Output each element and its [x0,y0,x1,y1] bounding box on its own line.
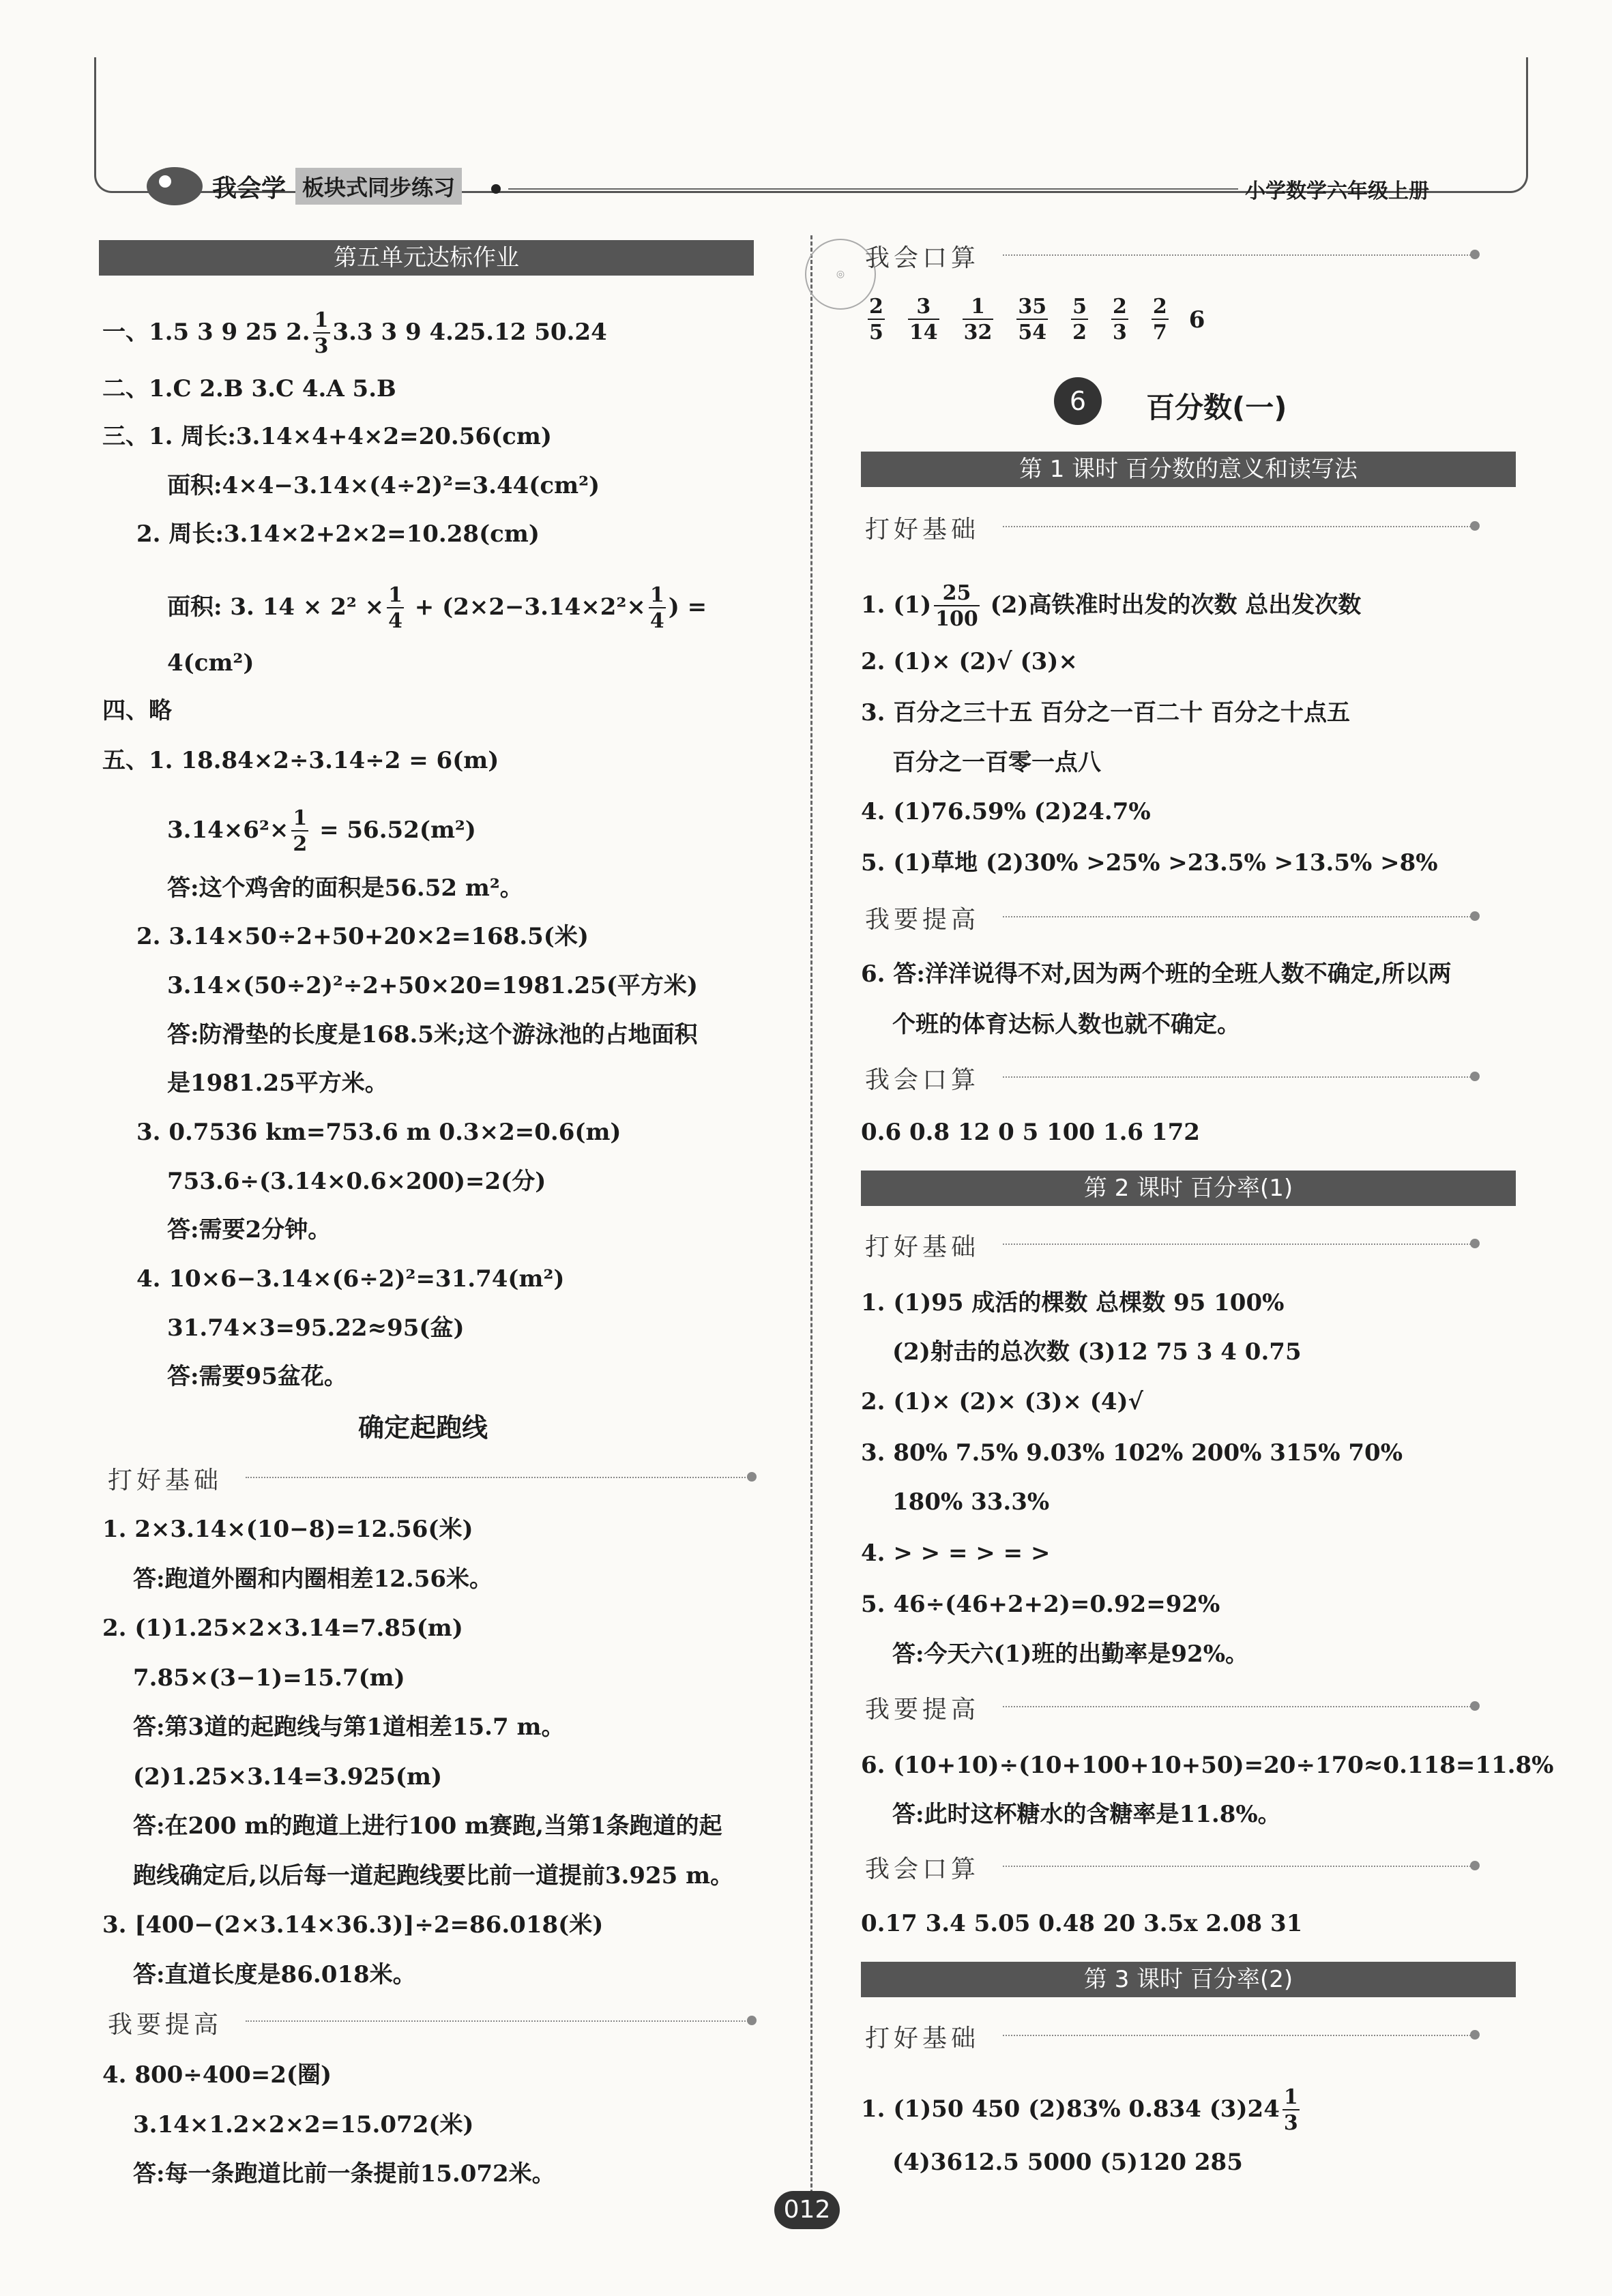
ans-s11: 0.17 3.4 5.05 0.48 20 3.5x 2.08 31 [861,1910,1303,1937]
fraction: $\frac{1}{4}$ [388,583,402,633]
ans-line-4: 面积:4×4−3.14×(4÷2)²=3.44(cm²) [167,472,600,499]
section-dot [1470,1239,1480,1248]
section-improve-r1: 我要提高 [865,906,980,934]
ans-line-21: 答:需要95盆花。 [167,1363,347,1390]
section-oral-3: 我会口算 [865,1855,980,1883]
section-improve-r2: 我要提高 [865,1696,980,1724]
ans-r1: 1. (1) $\frac{25}{100}$ (2)高铁准时出发的次数 总出发次数 [861,581,1362,631]
section-improve-left: 我要提高 [108,2011,223,2039]
section-rule [1003,254,1474,256]
section-rule [1003,526,1474,527]
section-dot [1470,2030,1480,2040]
mascot-icon [147,167,203,205]
column-divider [810,235,812,2200]
ans-s8: 答:今天六(1)班的出勤率是92%。 [892,1640,1249,1668]
page-number: 012 [774,2191,840,2229]
header-dot [491,184,501,194]
fraction: $\frac{1}{3}$ [1283,2085,1298,2135]
unit-title: 百分数(一) [1146,391,1287,424]
ans-line-9: 五、1. 18.84×2÷3.14÷2 = 6(m) [102,747,499,774]
ans-m6: (2)1.25×3.14=3.925(m) [133,1763,443,1791]
watermark-stamp: ◎ [805,239,876,310]
ans-s3: 2. (1)× (2)× (3)× (4)√ [861,1388,1143,1415]
ans-t1: 1. (1)50 450 (2)83% 0.834 (3)24 $\frac{1}{3}$ [861,2085,1298,2135]
section-basic-left: 打好基础 [108,1467,223,1495]
fraction: $\frac{2}{5}$ [869,295,883,344]
ans-line-14: 答:防滑垫的长度是168.5米;这个游泳池的占地面积 [167,1021,698,1048]
ans-r4: 百分之一百零一点八 [892,749,1101,776]
ans-r8: 个班的体育达标人数也就不确定。 [892,1011,1240,1038]
ans-line-3: 三、1. 周长:3.14×4+4×2=20.56(cm) [102,423,552,450]
unit-number-badge: 6 [1054,377,1102,425]
section-rule [1003,1243,1474,1245]
lesson1-bar: 第 1 课时 百分数的意义和读写法 [861,452,1516,487]
section-rule [1003,1866,1474,1867]
brand-name: 我会学 [212,174,287,203]
fraction: $\frac{3}{14}$ [909,295,938,344]
ans-r3: 3. 百分之三十五 百分之一百二十 百分之十点五 [861,699,1351,726]
ans-m5: 答:第3道的起跑线与第1道相差15.7 m。 [133,1713,565,1741]
ans-line-18: 答:需要2分钟。 [167,1216,332,1243]
ans-line-17: 753.6÷(3.14×0.6×200)=2(分) [167,1168,546,1195]
ans-line-7: 4(cm²) [167,649,254,677]
brand-series: 板块式同步练习 [295,168,462,205]
oral-fractions: $\frac{2}{5}$ $\frac{3}{14}$ $\frac{1}{32}$ $\frac{35}{54}$ $\frac{5}{2}$ $\frac{2}{3}$ $\frac{2}{7}$ 6 [869,295,1205,344]
section-rule [1003,1706,1474,1707]
ans-t2: (4)3612.5 5000 (5)120 285 [892,2149,1243,2176]
fraction: $\frac{1}{4}$ [649,583,664,633]
section-basic-r2: 打好基础 [865,1233,980,1261]
fraction: $\frac{1}{32}$ [963,295,993,344]
ans-line-15: 是1981.25平方米。 [167,1070,388,1097]
fraction: $\frac{25}{100}$ [935,581,978,631]
ans-m9: 3. [400−(2×3.14×36.3)]÷2=86.018(米) [102,1911,604,1939]
section-dot [1470,250,1480,259]
ans-line-13: 3.14×(50÷2)²÷2+50×20=1981.25(平方米) [167,972,699,999]
ans-m8: 跑线确定后,以后每一道起跑线要比前一道提前3.925 m。 [133,1862,734,1889]
header-brand [147,167,462,205]
fraction: $\frac{2}{7}$ [1152,295,1167,344]
section-rule [246,1477,750,1478]
ans-s1: 1. (1)95 成活的棵数 总棵数 95 100% [861,1289,1285,1316]
ans-m10: 答:直道长度是86.018米。 [133,1961,416,1988]
ans-r6: 5. (1)草地 (2)30% >25% >23.5% >13.5% >8% [861,849,1438,877]
ans-line-19: 4. 10×6−3.14×(6÷2)²=31.74(m²) [136,1265,565,1293]
fraction: $\frac{1}{2}$ [293,806,308,856]
ans-s2: (2)射击的总次数 (3)12 75 3 4 0.75 [892,1338,1302,1366]
ans-line-20: 31.74×3=95.22≈95(盆) [167,1314,465,1342]
header-rule [508,188,1238,190]
section-rule [1003,916,1474,917]
ans-s5: 180% 33.3% [892,1488,1050,1516]
ans-m3: 2. (1)1.25×2×3.14=7.85(m) [102,1615,463,1642]
fraction: $\frac{1}{3}$ [314,308,329,358]
ans-r9: 0.6 0.8 12 0 5 100 1.6 172 [861,1119,1200,1146]
section-dot [1470,1861,1480,1870]
ans-s7: 5. 46÷(46+2+2)=0.92=92% [861,1591,1220,1618]
section-rule [1003,1076,1474,1078]
ans-line-8: 四、略 [102,697,172,724]
ans-m4: 7.85×(3−1)=15.7(m) [133,1664,405,1692]
section-dot [1470,521,1480,531]
ans-line-16: 3. 0.7536 km=753.6 m 0.3×2=0.6(m) [136,1119,621,1146]
ans-m2: 答:跑道外圈和内圈相差12.56米。 [133,1565,493,1593]
ans-m11: 4. 800÷400=2(圈) [102,2061,332,2089]
ans-line-5: 2. 周长:3.14×2+2×2=10.28(cm) [136,520,540,548]
ans-m12: 3.14×1.2×2×2=15.072(米) [133,2111,474,2138]
ans-line-6: 面积: 3. 14 × 2² × $\frac{1}{4}$ + (2×2−3.14×2²× $\frac{1}{4}$ ) = [167,583,707,633]
fraction: $\frac{5}{2}$ [1072,295,1087,344]
section-dot [747,2016,757,2025]
section-rule [246,2020,750,2022]
ans-m7: 答:在200 m的跑道上进行100 m赛跑,当第1条跑道的起 [133,1812,722,1840]
fraction: $\frac{35}{54}$ [1018,295,1047,344]
section-rule [1003,2035,1474,2036]
ans-line-2: 二、1.C 2.B 3.C 4.A 5.B [102,375,396,402]
lesson2-bar: 第 2 课时 百分率(1) [861,1171,1516,1206]
section-dot [747,1472,757,1482]
ans-m1: 1. 2×3.14×(10−8)=12.56(米) [102,1516,473,1543]
ans-m13: 答:每一条跑道比前一条提前15.072米。 [133,2160,555,2188]
ans-s10: 答:此时这杯糖水的含糖率是11.8%。 [892,1801,1281,1828]
book-title: 小学数学六年级上册 [1245,179,1429,203]
section-oral-1: 我会口算 [865,244,980,272]
section-dot [1470,1701,1480,1711]
ans-s4: 3. 80% 7.5% 9.03% 102% 200% 315% 70% [861,1439,1403,1467]
section-basic-r1: 打好基础 [865,516,980,544]
section-dot [1470,911,1480,921]
ans-line-11: 答:这个鸡舍的面积是56.52 m²。 [167,874,523,902]
fraction: $\frac{2}{3}$ [1113,295,1127,344]
lesson3-bar: 第 3 课时 百分率(2) [861,1962,1516,1997]
unit5-bar: 第五单元达标作业 [99,240,754,276]
ans-r5: 4. (1)76.59% (2)24.7% [861,798,1151,825]
section-dot [1470,1072,1480,1081]
ans-line-12: 2. 3.14×50÷2+50+20×2=168.5(米) [136,923,589,950]
ans-s6: 4. > > = > = > [861,1540,1051,1567]
ans-s9: 6. (10+10)÷(10+100+10+50)=20÷170≈0.118=11.8% [861,1752,1554,1779]
section-title-start-line: 确定起跑线 [358,1413,488,1443]
ans-line-1: 一、1.5 3 9 25 2. $\frac{1}{3}$ 3.3 3 9 4.25.12 50.24 [102,308,607,358]
ans-r7: 6. 答:洋洋说得不对,因为两个班的全班人数不确定,所以两 [861,960,1452,988]
ans-line-10: 3.14×6²× $\frac{1}{2}$ = 56.52(m²) [167,806,476,856]
ans-r2: 2. (1)× (2)√ (3)× [861,648,1078,675]
section-oral-2: 我会口算 [865,1066,980,1094]
section-basic-r3: 打好基础 [865,2025,980,2052]
